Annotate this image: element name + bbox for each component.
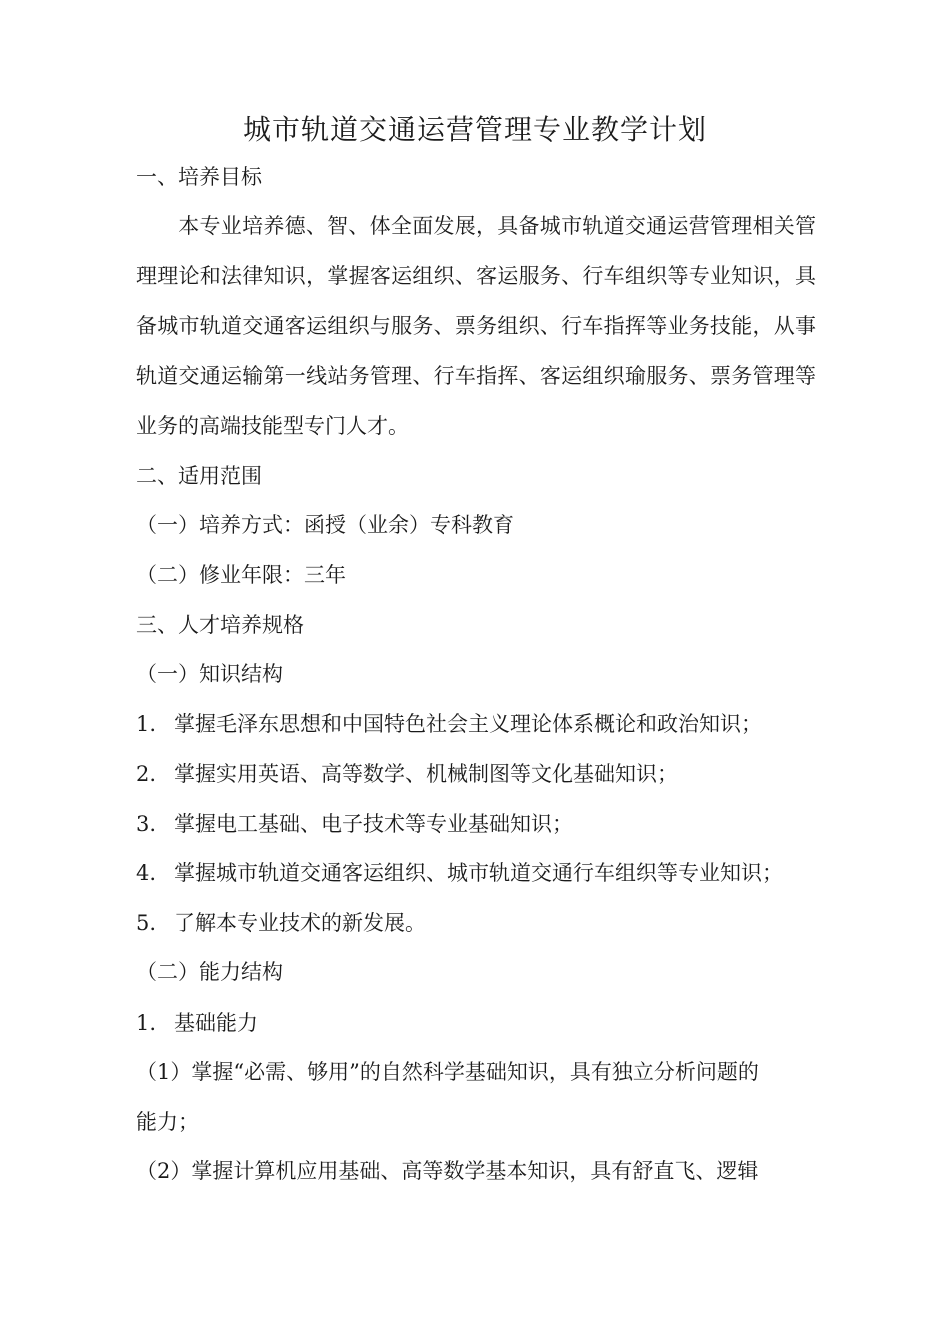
training-goal-paragraph (136, 201, 816, 451)
basic-ability-number: 1. (136, 1011, 157, 1035)
ability-item-1-line-2: 能力； (136, 1110, 199, 1134)
list-item (136, 908, 426, 938)
basic-ability-heading (136, 1008, 258, 1038)
list-item-number: 1. (136, 712, 157, 736)
list-item-text: 掌握实用英语、高等数学、机械制图等文化基础知识； (174, 762, 678, 786)
study-duration: （二）修业年限：三年 (136, 563, 346, 587)
list-item (136, 759, 678, 789)
list-item-text: 了解本专业技术的新发展。 (174, 911, 426, 935)
list-item-text: 掌握城市轨道交通客运组织、城市轨道交通行车组织等专业知识； (174, 861, 783, 885)
knowledge-structure-heading: （一）知识结构 (136, 662, 283, 686)
list-item-number: 2. (136, 762, 157, 786)
list-item (136, 858, 783, 888)
ability-structure-heading: （二）能力结构 (136, 960, 283, 984)
ability-item-1-line-1: （1）掌握“必需、够用”的自然科学基础知识，具有独立分析问题的 (136, 1060, 759, 1084)
section-heading-scope: 二、适用范围 (136, 464, 262, 488)
list-item-number: 5. (136, 911, 157, 935)
list-item (136, 809, 573, 839)
section-heading-training-goal: 一、培养目标 (136, 165, 262, 189)
list-item-number: 3. (136, 812, 157, 836)
list-item-number: 4. (136, 861, 157, 885)
ability-item-2-line-1: （2）掌握计算机应用基础、高等数学基本知识，具有舒直飞、逻辑 (136, 1159, 759, 1183)
section-heading-specification: 三、人才培养规格 (136, 613, 304, 637)
training-mode: （一）培养方式：函授（业余）专科教育 (136, 513, 514, 537)
list-item-text: 掌握毛泽东思想和中国特色社会主义理论体系概论和政治知识； (174, 712, 762, 736)
list-item-text: 掌握电工基础、电子技术等专业基础知识； (174, 812, 573, 836)
basic-ability-text: 基础能力 (174, 1011, 258, 1035)
document-title: 城市轨道交通运营管理专业教学计划 (242, 113, 707, 146)
list-item (136, 709, 762, 739)
training-goal-text: 本专业培养德、智、体全面发展，具备城市轨道交通运营管理相关管理理论和法律知识，掌握客运组织、客运服务、行车组织等专业知识，具备城市轨道交通客运组织与服务、票务组织、行车指挥等业务技能，从事轨道交通运输第一线站务管理、行车指挥、客运组织瑜服务、票务管理等业务的高端技能型专门人才。 (136, 214, 816, 438)
